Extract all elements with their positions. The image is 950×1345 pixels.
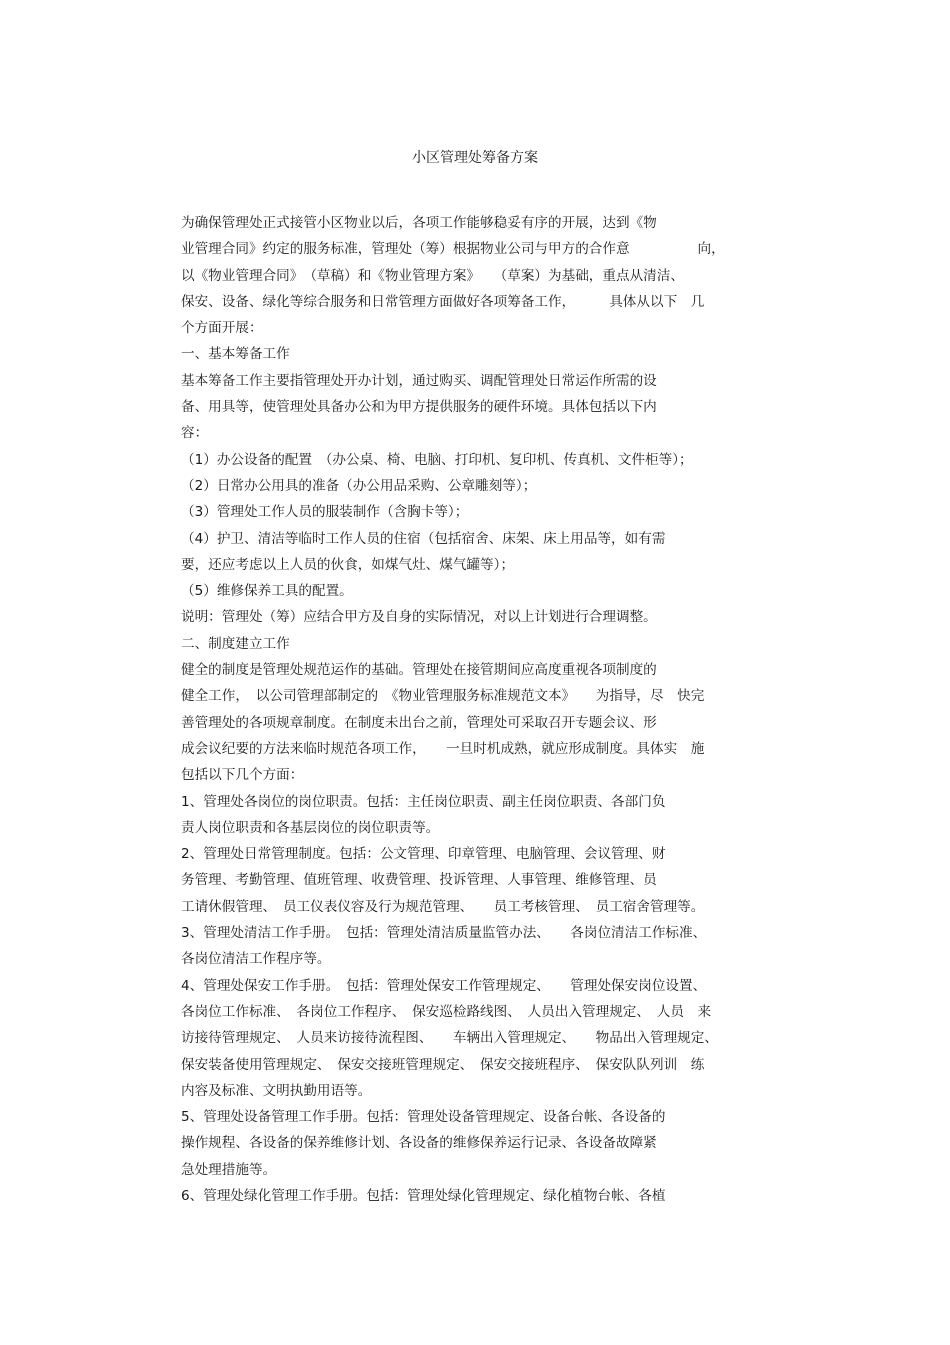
text-line: 4、管理处保安工作手册。 包括：管理处保安工作管理规定、 管理处保安岗位设置、 — [181, 977, 707, 994]
text-line: 5、管理处设备管理工作手册。包括：管理处设备管理规定、设备台帐、各设备的 — [181, 1109, 666, 1126]
text-line: 6、管理处绿化管理工作手册。包括：管理处绿化管理规定、绿化植物台帐、各植 — [181, 1187, 666, 1204]
text-line: 成会议纪要的方法来临时规范各项工作， 一旦时机成熟，就应形成制度。具体实 施 — [181, 740, 705, 757]
text-line: 善管理处的各项规章制度。在制度未出台之前，管理处可采取召开专题会议、形 — [181, 714, 657, 731]
text-line: 业管理合同》约定的服务标准，管理处（筹）根据物业公司与甲方的合作意 向， — [181, 241, 725, 258]
document-body — [181, 210, 771, 1209]
text-line: 为确保管理处正式接管小区物业以后，各项工作能够稳妥有序的开展，达到《物 — [181, 215, 657, 231]
text-line: （4）护卫、清洁等临时工作人员的住宿（包括宿舍、床架、床上用品等，如有需 — [181, 530, 666, 547]
text-line: 说明：管理处（筹）应结合甲方及自身的实际情况，对以上计划进行合理调整。 — [181, 609, 657, 626]
text-line: 各岗位工作标准、 各岗位工作程序、 保安巡检路线图、 人员出入管理规定、 人员 来 — [181, 1003, 712, 1020]
text-line: 备、用具等，使管理处具备办公和为甲方提供服务的硬件环境。具体包括以下内 — [181, 399, 657, 416]
text-line: 以《物业管理合同》 （草稿）和《物业管理方案》 （草案）为基础，重点从清洁、 — [181, 267, 684, 284]
text-line: 务管理、考勤管理、值班管理、收费管理、投诉管理、人事管理、维修管理、员 — [181, 872, 657, 889]
text-line: 访接待管理规定、 人员来访接待流程图、 车辆出入管理规定、 物品出入管理规定、 — [181, 1030, 718, 1047]
text-line: 健全工作， 以公司管理部制定的 《物业管理服务标准规范文本》 为指导，尽 快完 — [181, 688, 705, 705]
text-line: 包括以下几个方面： — [181, 767, 304, 784]
text-line: 个方面开展： — [181, 320, 263, 337]
text-line: 容： — [181, 425, 209, 442]
text-line: 工请休假管理、 员工仪表仪容及行为规范管理、 员工考核管理、 员工宿舍管理等。 — [181, 898, 705, 915]
text-line: （1）办公设备的配置 （办公桌、椅、电脑、打印机、复印机、传真机、文件柜等）； — [181, 451, 693, 468]
text-line: 3、管理处清洁工作手册。 包括：管理处清洁质量监管办法、 各岗位清洁工作标准、 — [181, 925, 707, 942]
text-line: 各岗位清洁工作程序等。 — [181, 951, 331, 968]
text-line: 保安装备使用管理规定、 保安交接班管理规定、 保安交接班程序、 保安队队列训 练 — [181, 1056, 705, 1073]
text-line: 操作规程、各设备的保养维修计划、各设备的维修保养运行记录、各设备故障紧 — [181, 1135, 657, 1152]
text-line: 一、基本筹备工作 — [181, 346, 290, 363]
text-line: 保安、设备、绿化等综合服务和日常管理方面做好各项筹备工作， 具体从以下 几 — [181, 293, 705, 310]
document-title: 小区管理处筹备方案 — [412, 150, 538, 166]
text-line: （3）管理处工作人员的服装制作（含胸卡等）； — [181, 504, 469, 521]
text-line: 责人岗位职责和各基层岗位的岗位职责等。 — [181, 819, 440, 836]
text-line: （5）维修保养工具的配置。 — [181, 583, 353, 600]
text-line: 内容及标准、文明执勤用语等。 — [181, 1082, 372, 1099]
text-line: 基本筹备工作主要指管理处开办计划，通过购买、调配管理处日常运作所需的设 — [181, 372, 657, 389]
text-line: 要，还应考虑以上人员的伙食，如煤气灶、煤气罐等）； — [181, 556, 515, 573]
text-line: 急处理措施等。 — [181, 1161, 277, 1178]
text-line: 1、管理处各岗位的岗位职责。包括：主任岗位职责、副主任岗位职责、各部门负 — [181, 793, 666, 810]
text-line: （2）日常办公用具的准备（办公用品采购、公章雕刻等）； — [181, 477, 537, 494]
text-line: 健全的制度是管理处规范运作的基础。管理处在接管期间应高度重视各项制度的 — [181, 662, 657, 679]
text-line: 2、管理处日常管理制度。包括：公文管理、印章管理、电脑管理、会议管理、财 — [181, 846, 666, 863]
text-line: 二、制度建立工作 — [181, 635, 290, 652]
